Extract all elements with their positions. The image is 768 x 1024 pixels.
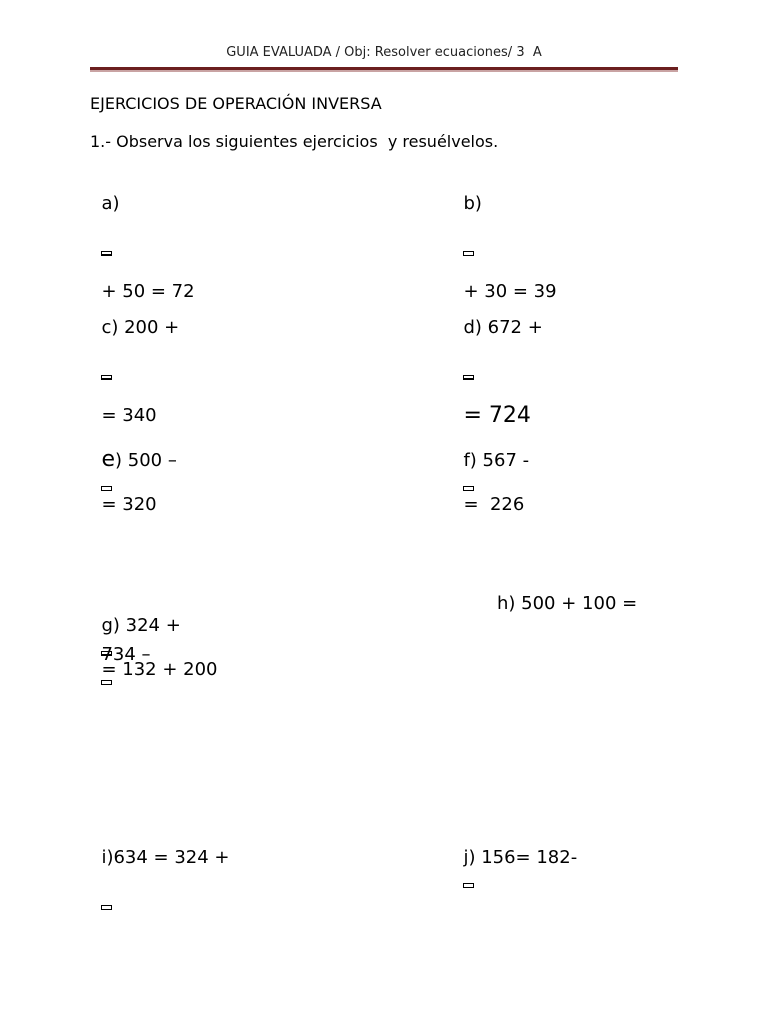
blank-box-icon xyxy=(463,251,474,256)
exercise-g-equation: = 132 + 200 xyxy=(101,659,218,680)
exercise-b xyxy=(452,171,557,303)
exercise-f-equation: = 226 xyxy=(463,494,525,515)
exercise-e-label: ) 500 – xyxy=(115,450,177,471)
blank-box-icon xyxy=(463,883,474,888)
exercise-i xyxy=(90,825,230,913)
exercise-j-label: j) 156= 182- xyxy=(463,847,578,868)
section-title: EJERCICIOS DE OPERACIÓN INVERSA xyxy=(90,94,382,113)
exercise-a-equation: + 50 = 72 xyxy=(101,281,195,302)
blank-box-icon xyxy=(101,486,112,491)
blank-box-icon xyxy=(101,375,112,380)
exercise-h: h) 500 + 100 = xyxy=(497,593,638,614)
page-header: GUIA EVALUADA / Obj: Resolver ecuaciones/ 3 A xyxy=(226,45,542,60)
header-rule-shadow xyxy=(90,70,678,72)
exercise-e xyxy=(90,427,177,516)
exercise-e-letter: e xyxy=(101,447,115,472)
exercise-f-label: f) 567 - xyxy=(463,450,530,471)
exercise-d-equation: = 724 xyxy=(463,403,531,428)
exercise-h-continuation xyxy=(90,622,151,688)
blank-box-icon xyxy=(101,680,112,685)
exercise-c-label: c) 200 + xyxy=(101,317,180,338)
exercise-b-equation: + 30 = 39 xyxy=(463,281,557,302)
exercise-e-equation: = 320 xyxy=(101,494,157,515)
exercise-a xyxy=(90,171,195,303)
exercise-d xyxy=(452,295,543,428)
exercise-c xyxy=(90,295,179,427)
exercise-d-label: d) 672 + xyxy=(463,317,543,338)
exercise-a-label: a) xyxy=(101,193,120,214)
exercise-f xyxy=(452,428,529,516)
instruction-text: 1.- Observa los siguientes ejercicios y resuélvelos. xyxy=(90,132,499,151)
blank-box-icon xyxy=(463,486,474,491)
blank-box-icon xyxy=(463,375,474,380)
blank-box-icon xyxy=(101,905,112,910)
exercise-c-equation: = 340 xyxy=(101,405,157,426)
exercise-h-continuation-text: 734 – xyxy=(101,644,151,665)
blank-box-icon xyxy=(101,251,112,256)
exercise-j xyxy=(452,825,577,891)
exercise-b-label: b) xyxy=(463,193,482,214)
exercise-i-label: i)634 = 324 + xyxy=(101,847,230,868)
exercise-g-label: g) 324 + xyxy=(101,615,181,636)
